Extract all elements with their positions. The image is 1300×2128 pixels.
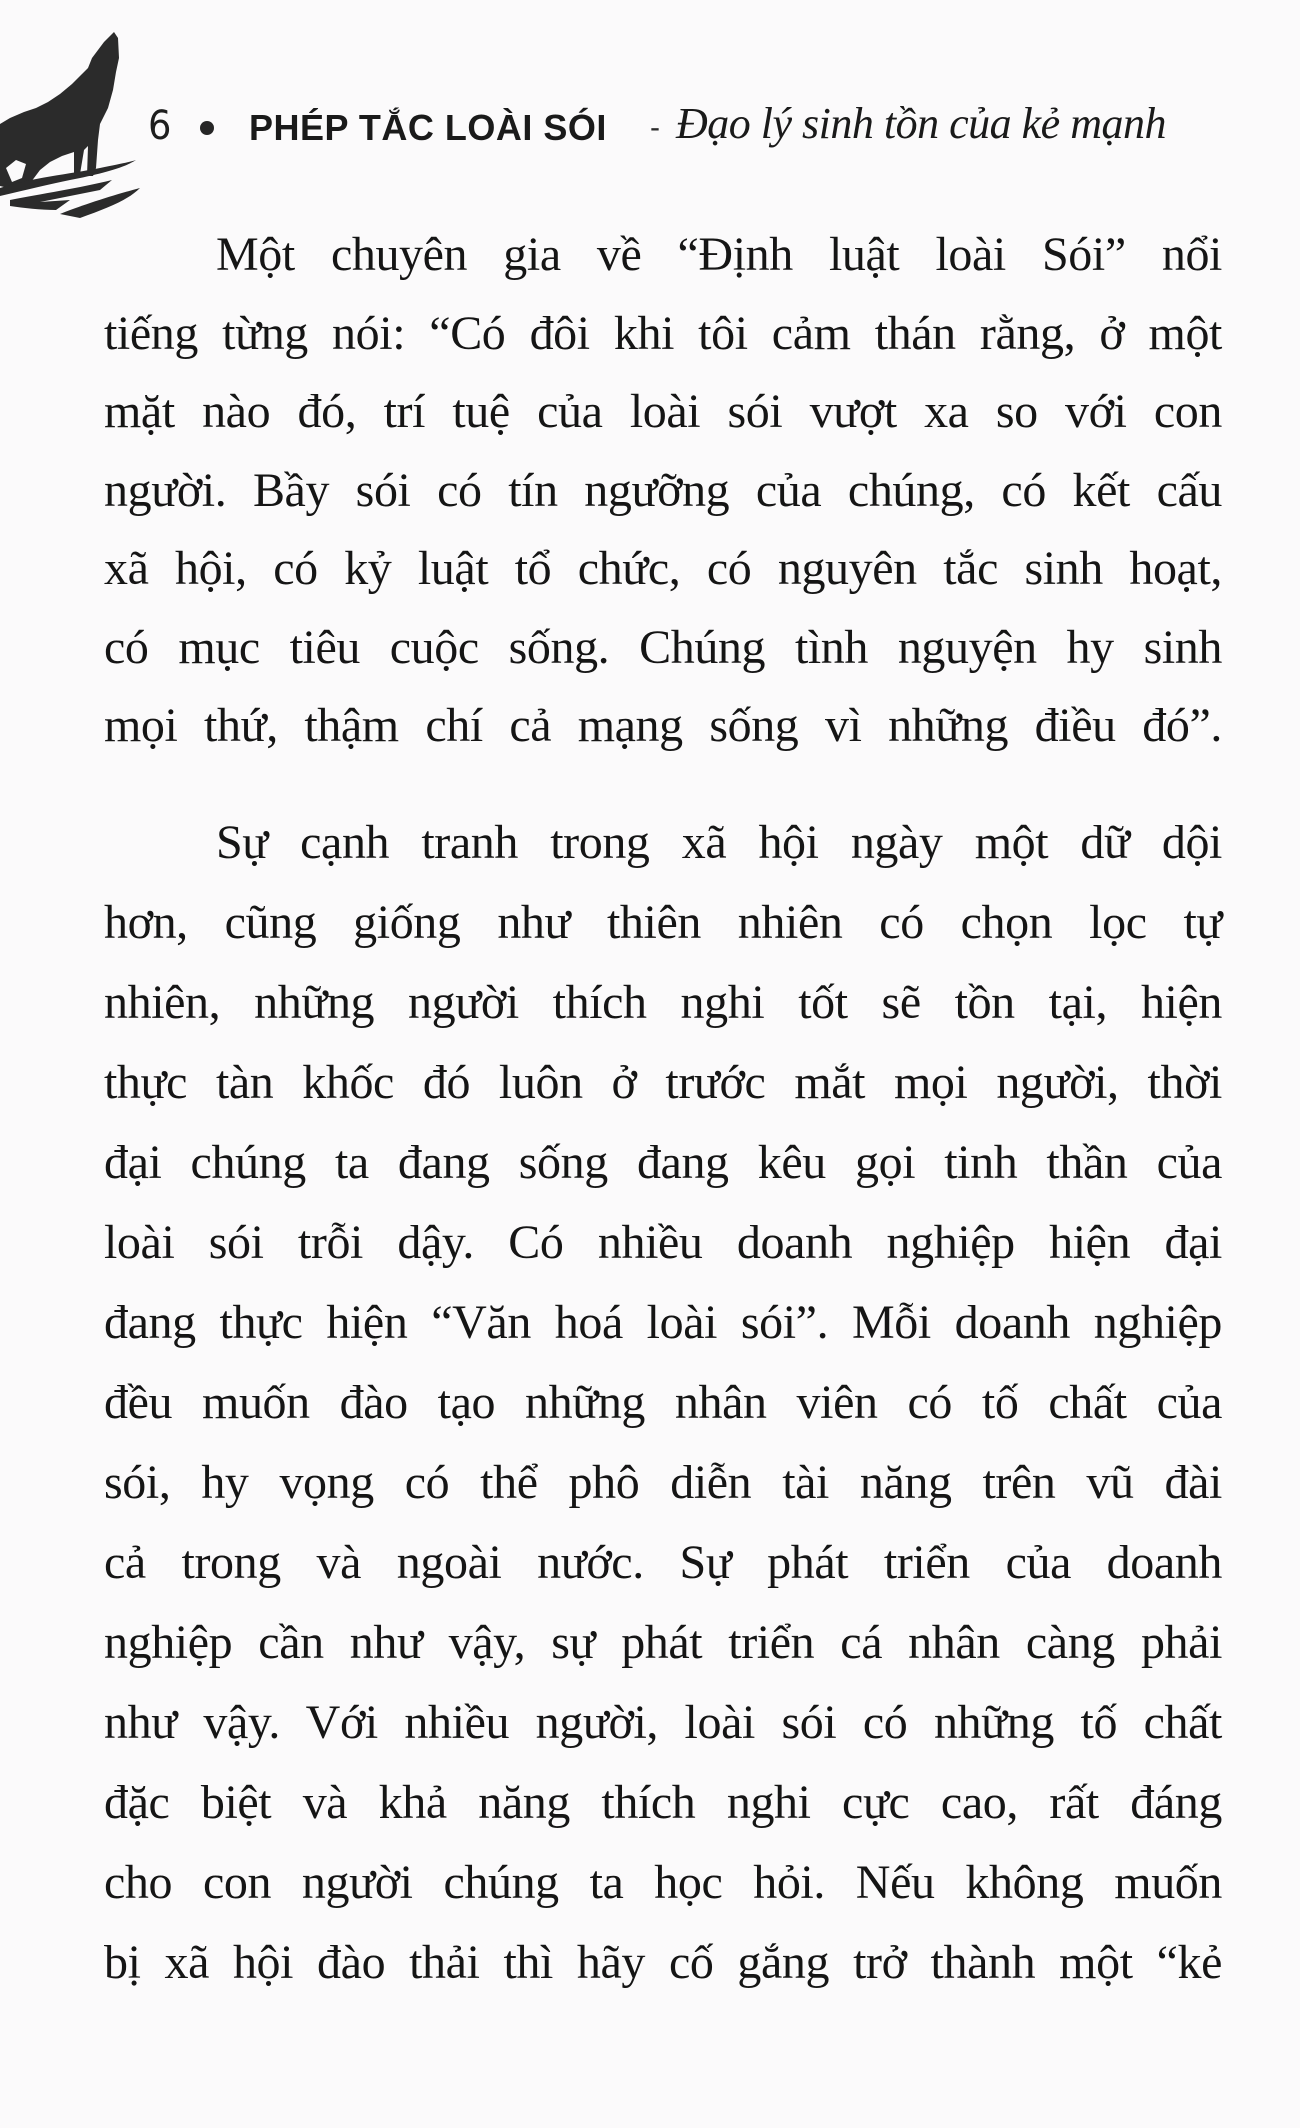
text-line: như vậy. Với nhiều người, loài sói có những tố chất	[104, 1696, 1222, 1749]
bullet-separator-icon	[200, 121, 214, 135]
page-number: 6	[148, 103, 172, 149]
howling-wolf-icon	[0, 28, 150, 218]
text-line: nghiệp cần như vậy, sự phát triển cá nhân càng phải	[104, 1616, 1222, 1669]
text-line: xã hội, có kỷ luật tổ chức, có nguyên tắc sinh hoạt,	[104, 542, 1222, 595]
text-line: cho con người chúng ta học hỏi. Nếu không muốn	[104, 1856, 1222, 1909]
paragraph-1	[104, 216, 1222, 766]
text-line: đặc biệt và khả năng thích nghi cực cao, rất đáng	[104, 1776, 1222, 1829]
running-header-subtitle: Đạo lý sinh tồn của kẻ mạnh	[676, 99, 1166, 148]
text-line: người. Bầy sói có tín ngưỡng của chúng, có kết cấu	[104, 463, 1222, 517]
text-line: đang thực hiện “Văn hoá loài sói”. Mỗi doanh nghiệp	[104, 1296, 1222, 1349]
text-line: đều muốn đào tạo những nhân viên có tố chất của	[104, 1376, 1222, 1429]
text-line: thực tàn khốc đó luôn ở trước mắt mọi người, thời	[104, 1056, 1222, 1109]
text-line: Sự cạnh tranh trong xã hội ngày một dữ dội	[216, 816, 1222, 869]
text-line: bị xã hội đào thải thì hãy cố gắng trở thành một “kẻ	[104, 1936, 1222, 1989]
text-line: mọi thứ, thậm chí cả mạng sống vì những điều đó”.	[104, 699, 1222, 752]
text-line: cả trong và ngoài nước. Sự phát triển của doanh	[104, 1536, 1222, 1589]
header-dash: -	[650, 111, 660, 144]
paragraph-2	[104, 803, 1222, 2003]
running-header-title: PHÉP TẮC LOÀI SÓI	[249, 107, 607, 148]
text-line: có mục tiêu cuộc sống. Chúng tình nguyện hy sinh	[104, 620, 1222, 674]
text-line: sói, hy vọng có thể phô diễn tài năng trên vũ đài	[104, 1456, 1222, 1509]
text-line: tiếng từng nói: “Có đôi khi tôi cảm thán rằng, ở một	[104, 306, 1222, 360]
text-line: loài sói trỗi dậy. Có nhiều doanh nghiệp hiện đại	[104, 1216, 1222, 1269]
text-line: đại chúng ta đang sống đang kêu gọi tinh thần của	[104, 1136, 1222, 1189]
text-line: Một chuyên gia về “Định luật loài Sói” nổi	[216, 228, 1222, 281]
text-line: nhiên, những người thích nghi tốt sẽ tồn tại, hiện	[104, 976, 1222, 1029]
text-line: hơn, cũng giống như thiên nhiên có chọn lọc tự	[104, 896, 1222, 949]
text-line: mặt nào đó, trí tuệ của loài sói vượt xa so với con	[104, 385, 1222, 438]
